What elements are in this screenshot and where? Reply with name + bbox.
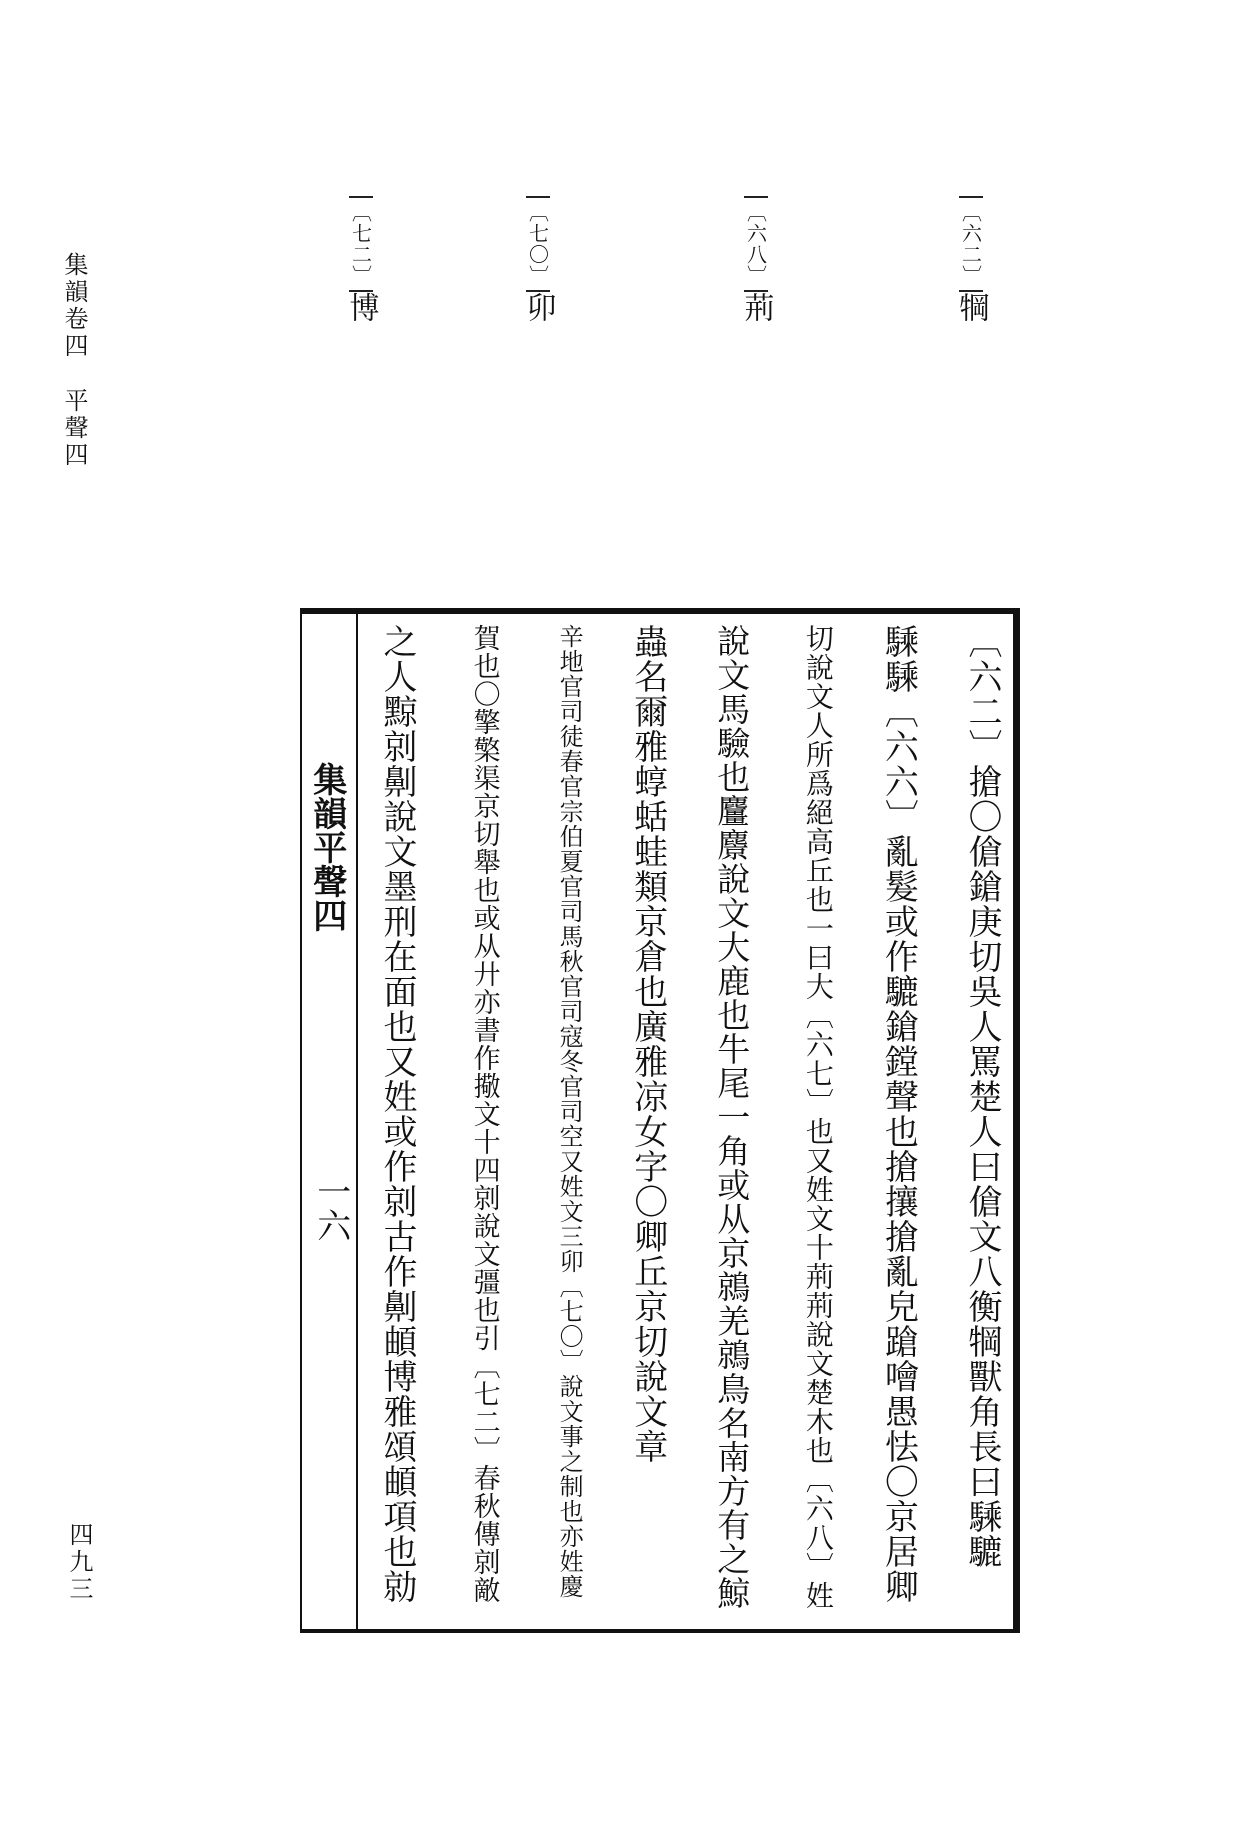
text-column: 切說文人所爲絕高丘也一曰大〔六七〕也又姓文十荊荊說文楚木也〔六八〕姓: [801, 624, 835, 1610]
text-column: 之人黥剠劓說文墨刑在面也又姓或作剠古作劓頔博雅頌頔項也勍: [377, 624, 417, 1604]
text-column: 〔六二〕搶〇傖鎗庚切吳人罵楚人曰傖文八衡犅獸角長曰騬騼: [961, 624, 1002, 1569]
note-1: [955, 196, 987, 326]
note-ref: 〔七二〕: [349, 196, 373, 292]
spine-strip: [302, 614, 358, 1629]
note-2: [740, 196, 772, 326]
text-column: 騬騬〔六六〕亂髮或作騼鎗鏜聲也搶攘搶亂皃蹌噲愚怯〇京居卿: [878, 624, 919, 1604]
note-char: 卯: [520, 292, 556, 326]
note-ref: 〔七〇〕: [526, 196, 550, 292]
text-columns: [358, 624, 1002, 1615]
note-ref: 〔六二〕: [959, 196, 983, 292]
spine-number: 一六: [310, 1174, 351, 1242]
spine-label: 集韻平聲四: [306, 762, 347, 932]
note-ref: 〔六八〕: [744, 196, 768, 292]
book-title: 集韻卷四: [60, 252, 88, 360]
block-print-page: [300, 608, 1020, 1633]
note-char: 犅: [953, 292, 989, 326]
note-3: [522, 196, 554, 326]
section-title: 平聲四: [60, 388, 88, 469]
gutter-title: [62, 252, 86, 469]
note-4: [345, 196, 377, 326]
page-number: 四九三: [65, 1522, 93, 1603]
text-column: 辛地官司徒春官宗伯夏官司馬秋官司寇冬官司空又姓文三卯〔七〇〕說文事之制也亦姓慶: [555, 624, 584, 1599]
text-column: 賀也〇擎檠渠京切舉也或从廾亦書作擏文十四剠說文彊也引〔七二〕春秋傳剠敵: [468, 624, 500, 1604]
note-char: 荊: [738, 292, 774, 326]
note-char: 博: [343, 292, 379, 326]
text-column: 蟲名爾雅蜳蛞蛙類京倉也廣雅凉女字〇卿丘京切說文章: [627, 624, 668, 1464]
text-column: 說文馬驗也麠麖說文大鹿也牛尾一角或从京鶁羌鶁鳥名南方有之鯨: [712, 624, 752, 1610]
